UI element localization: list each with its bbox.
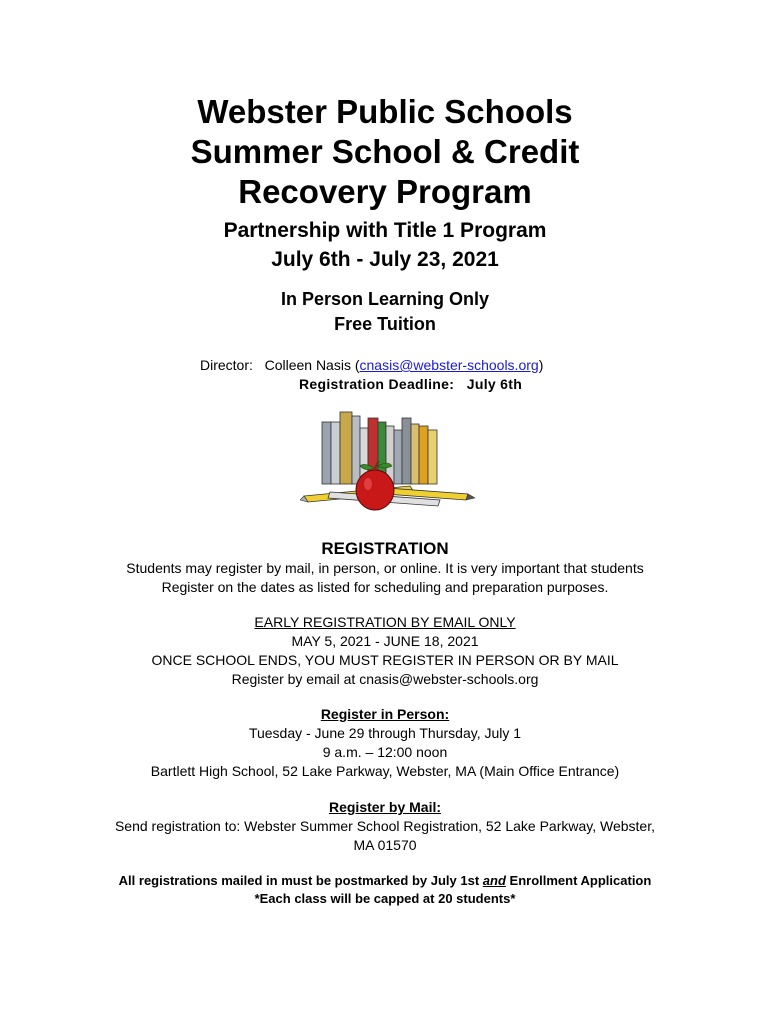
title-line-2: Summer School & Credit [190, 133, 580, 170]
footer-notice [0, 872, 770, 908]
book-3 [340, 412, 352, 484]
title-line-3: Recovery Program [238, 173, 532, 210]
in-person-hours: 9 a.m. – 12:00 noon [322, 744, 448, 760]
book-11 [411, 424, 419, 484]
subtitle [0, 216, 770, 274]
registration-heading: REGISTRATION [321, 539, 449, 558]
book-13 [428, 430, 437, 484]
footer-line-1 [0, 872, 770, 890]
by-mail-heading: Register by Mail: [328, 799, 442, 815]
in-person-section [0, 705, 770, 781]
director-email-link[interactable]: cnasis@webster-schools.org [359, 357, 539, 373]
early-registration-notice: ONCE SCHOOL ENDS, YOU MUST REGISTER IN PERSON OR BY MAIL [151, 652, 619, 668]
subtitle-program: Partnership with Title 1 Program [223, 219, 547, 242]
deadline-label: Registration Deadline: [299, 376, 455, 392]
early-registration-section [0, 613, 770, 689]
early-registration-dates: MAY 5, 2021 - JUNE 18, 2021 [291, 633, 479, 649]
book-10 [402, 418, 411, 484]
director-line [200, 356, 543, 374]
footer-line-2: *Each class will be capped at 20 students* [254, 891, 516, 906]
footer-line-1-after: Enrollment Application [505, 873, 652, 888]
page-title [0, 92, 770, 212]
book-1 [322, 422, 331, 484]
early-registration-email: Register by email at cnasis@webster-schools.org [231, 671, 539, 687]
registration-deadline [299, 375, 522, 393]
director-close-paren: ) [538, 357, 544, 373]
early-registration-heading: EARLY REGISTRATION BY EMAIL ONLY [254, 614, 516, 630]
in-person-location: Bartlett High School, 52 Lake Parkway, Webster, MA (Main Office Entrance) [150, 763, 620, 779]
book-9 [394, 430, 402, 484]
title-line-1: Webster Public Schools [197, 93, 573, 130]
director-name: Colleen Nasis [264, 357, 351, 373]
by-mail-address-line-2: MA 01570 [353, 837, 417, 853]
deadline-date: July 6th [466, 376, 523, 392]
books-apple-clipart [300, 408, 475, 514]
by-mail-section [0, 798, 770, 855]
footer-line-1-and: and [482, 873, 506, 888]
learning-mode [0, 287, 770, 337]
in-person-days: Tuesday - June 29 through Thursday, July 1 [248, 725, 522, 741]
director-open-paren: ( [350, 357, 360, 373]
book-4 [352, 416, 360, 484]
book-12 [419, 426, 428, 484]
learning-mode-line: In Person Learning Only [280, 289, 490, 309]
by-mail-address-line-1: Send registration to: Webster Summer School Registration, 52 Lake Parkway, Webster, [114, 818, 656, 834]
registration-text-line-2: Register on the dates as listed for scheduling and preparation purposes. [161, 579, 609, 595]
apple [356, 470, 394, 510]
registration-description [0, 559, 770, 597]
book-2 [331, 422, 340, 484]
subtitle-dates: July 6th - July 23, 2021 [271, 248, 499, 271]
footer-line-1-before: All registrations mailed in must be postmarked by July 1st [118, 873, 483, 888]
in-person-heading: Register in Person: [320, 706, 450, 722]
registration-text-line-1: Students may register by mail, in person, or online. It is very important that students [126, 560, 644, 576]
director-label: Director: [200, 357, 253, 373]
tuition-line: Free Tuition [334, 314, 436, 334]
